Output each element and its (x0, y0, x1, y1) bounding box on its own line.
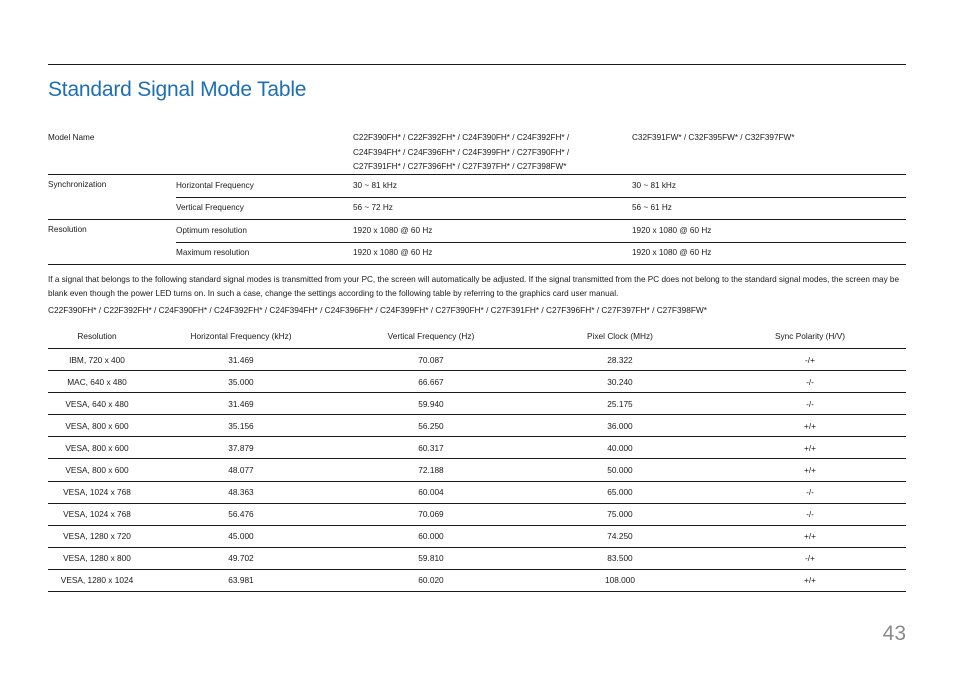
cell-horizontal-frequency: 37.879 (146, 437, 336, 459)
table-header-row (48, 323, 906, 349)
table-row (48, 569, 906, 591)
cell-horizontal-frequency: 63.981 (146, 569, 336, 591)
spec-row-value-1: 1920 x 1080 @ 60 Hz (353, 248, 433, 258)
spec-row-value-1: 56 ~ 72 Hz (353, 203, 393, 213)
model-list-1-line: C22F390FH* / C22F392FH* / C24F390FH* / C24F392FH* / (353, 133, 570, 142)
header-vertical-frequency: Vertical Frequency (Hz) (336, 323, 526, 349)
sync-label: Synchronization (48, 180, 107, 189)
spec-row-label: Optimum resolution (176, 225, 247, 235)
spec-row-label: Maximum resolution (176, 248, 250, 258)
spec-row-label: Horizontal Frequency (176, 180, 254, 190)
page-number: 43 (882, 622, 906, 645)
signal-mode-table (48, 323, 906, 592)
table-row (48, 437, 906, 459)
cell-vertical-frequency: 66.667 (336, 371, 526, 393)
cell-resolution: VESA, 800 x 600 (48, 437, 146, 459)
cell-vertical-frequency: 59.810 (336, 547, 526, 569)
cell-sync-polarity: -/- (714, 371, 906, 393)
cell-vertical-frequency: 60.020 (336, 569, 526, 591)
spec-row (176, 243, 906, 265)
cell-pixel-clock: 40.000 (526, 437, 714, 459)
cell-vertical-frequency: 70.069 (336, 503, 526, 525)
model-list-2: C32F391FW* / C32F395FW* / C32F397FW* (632, 133, 795, 142)
sync-group (48, 175, 906, 220)
table-row (48, 547, 906, 569)
resolution-label: Resolution (48, 225, 87, 235)
cell-resolution: IBM, 720 x 400 (48, 349, 146, 371)
table-row (48, 481, 906, 503)
cell-resolution: VESA, 800 x 600 (48, 459, 146, 481)
spec-row-value-2: 30 ~ 81 kHz (632, 180, 676, 190)
table-row (48, 525, 906, 547)
cell-horizontal-frequency: 35.156 (146, 415, 336, 437)
cell-sync-polarity: +/+ (714, 415, 906, 437)
cell-pixel-clock: 25.175 (526, 393, 714, 415)
cell-vertical-frequency: 59.940 (336, 393, 526, 415)
cell-pixel-clock: 36.000 (526, 415, 714, 437)
cell-horizontal-frequency: 45.000 (146, 525, 336, 547)
table-row (48, 415, 906, 437)
spec-row-label: Vertical Frequency (176, 203, 244, 213)
spec-row-value-1: 1920 x 1080 @ 60 Hz (353, 225, 433, 235)
cell-resolution: MAC, 640 x 480 (48, 371, 146, 393)
cell-sync-polarity: -/- (714, 393, 906, 415)
cell-pixel-clock: 30.240 (526, 371, 714, 393)
table-row (48, 393, 906, 415)
resolution-group (48, 220, 906, 265)
table-row (48, 371, 906, 393)
cell-sync-polarity: +/+ (714, 437, 906, 459)
spec-blank (176, 131, 353, 171)
header-resolution: Resolution (48, 323, 146, 349)
cell-horizontal-frequency: 31.469 (146, 349, 336, 371)
cell-horizontal-frequency: 48.077 (146, 459, 336, 481)
cell-vertical-frequency: 70.087 (336, 349, 526, 371)
model-list-1 (353, 131, 632, 171)
spec-row (176, 175, 906, 198)
cell-resolution: VESA, 1280 x 720 (48, 525, 146, 547)
cell-vertical-frequency: 60.000 (336, 525, 526, 547)
cell-horizontal-frequency: 56.476 (146, 503, 336, 525)
spec-row-value-2: 1920 x 1080 @ 60 Hz (632, 225, 712, 235)
header-sync-polarity: Sync Polarity (H/V) (714, 323, 906, 349)
spec-table (48, 128, 906, 265)
header-horizontal-frequency: Horizontal Frequency (kHz) (146, 323, 336, 349)
cell-pixel-clock: 65.000 (526, 481, 714, 503)
cell-sync-polarity: +/+ (714, 459, 906, 481)
cell-horizontal-frequency: 49.702 (146, 547, 336, 569)
cell-resolution: VESA, 1024 x 768 (48, 481, 146, 503)
cell-sync-polarity: +/+ (714, 569, 906, 591)
signal-table-body (48, 349, 906, 592)
cell-pixel-clock: 28.322 (526, 349, 714, 371)
cell-vertical-frequency: 60.004 (336, 481, 526, 503)
cell-pixel-clock: 108.000 (526, 569, 714, 591)
cell-sync-polarity: +/+ (714, 525, 906, 547)
top-rule (48, 64, 906, 65)
cell-resolution: VESA, 1280 x 800 (48, 547, 146, 569)
cell-sync-polarity: -/- (714, 503, 906, 525)
table-row (48, 503, 906, 525)
cell-pixel-clock: 75.000 (526, 503, 714, 525)
cell-pixel-clock: 83.500 (526, 547, 714, 569)
cell-sync-polarity: -/- (714, 481, 906, 503)
cell-vertical-frequency: 72.188 (336, 459, 526, 481)
cell-resolution: VESA, 800 x 600 (48, 415, 146, 437)
spec-row (176, 220, 906, 243)
model-name-label: Model Name (48, 133, 95, 142)
spec-row-value-1: 30 ~ 81 kHz (353, 180, 397, 190)
cell-vertical-frequency: 56.250 (336, 415, 526, 437)
cell-resolution: VESA, 640 x 480 (48, 393, 146, 415)
cell-resolution: VESA, 1280 x 1024 (48, 569, 146, 591)
header-pixel-clock: Pixel Clock (MHz) (526, 323, 714, 349)
cell-horizontal-frequency: 31.469 (146, 393, 336, 415)
cell-sync-polarity: -/+ (714, 547, 906, 569)
spec-row-value-2: 1920 x 1080 @ 60 Hz (632, 248, 712, 258)
spec-row-model (48, 128, 906, 175)
spec-row (176, 198, 906, 220)
model-list-1-line: C27F391FH* / C27F396FH* / C27F397FH* / C27F398FW* (353, 162, 567, 171)
cell-resolution: VESA, 1024 x 768 (48, 503, 146, 525)
cell-pixel-clock: 50.000 (526, 459, 714, 481)
page-title: Standard Signal Mode Table (48, 78, 307, 101)
spec-row-value-2: 56 ~ 61 Hz (632, 203, 672, 213)
table-row (48, 459, 906, 481)
model-list-1-line: C24F394FH* / C24F396FH* / C24F399FH* / C27F390FH* / (353, 147, 570, 157)
cell-horizontal-frequency: 35.000 (146, 371, 336, 393)
cell-horizontal-frequency: 48.363 (146, 481, 336, 503)
models-line: C22F390FH* / C22F392FH* / C24F390FH* / C24F392FH* / C24F394FH* / C24F396FH* / C24F399FH* / C27F390FH* / C27F391FH* / C27F396FH* / C27F397FH* / C27F398FW* (48, 305, 707, 315)
table-row (48, 349, 906, 371)
cell-sync-polarity: -/+ (714, 349, 906, 371)
cell-pixel-clock: 74.250 (526, 525, 714, 547)
cell-vertical-frequency: 60.317 (336, 437, 526, 459)
signal-note: If a signal that belongs to the following standard signal modes is transmitted from your PC, the screen will automatically be adjusted. If the signal transmitted from the PC does not belong to the standard signal modes, the screen may be blank even though the power LED turns on. In such a case, change the settings according to the following table by referring to the graphics card user manual. (48, 275, 900, 299)
